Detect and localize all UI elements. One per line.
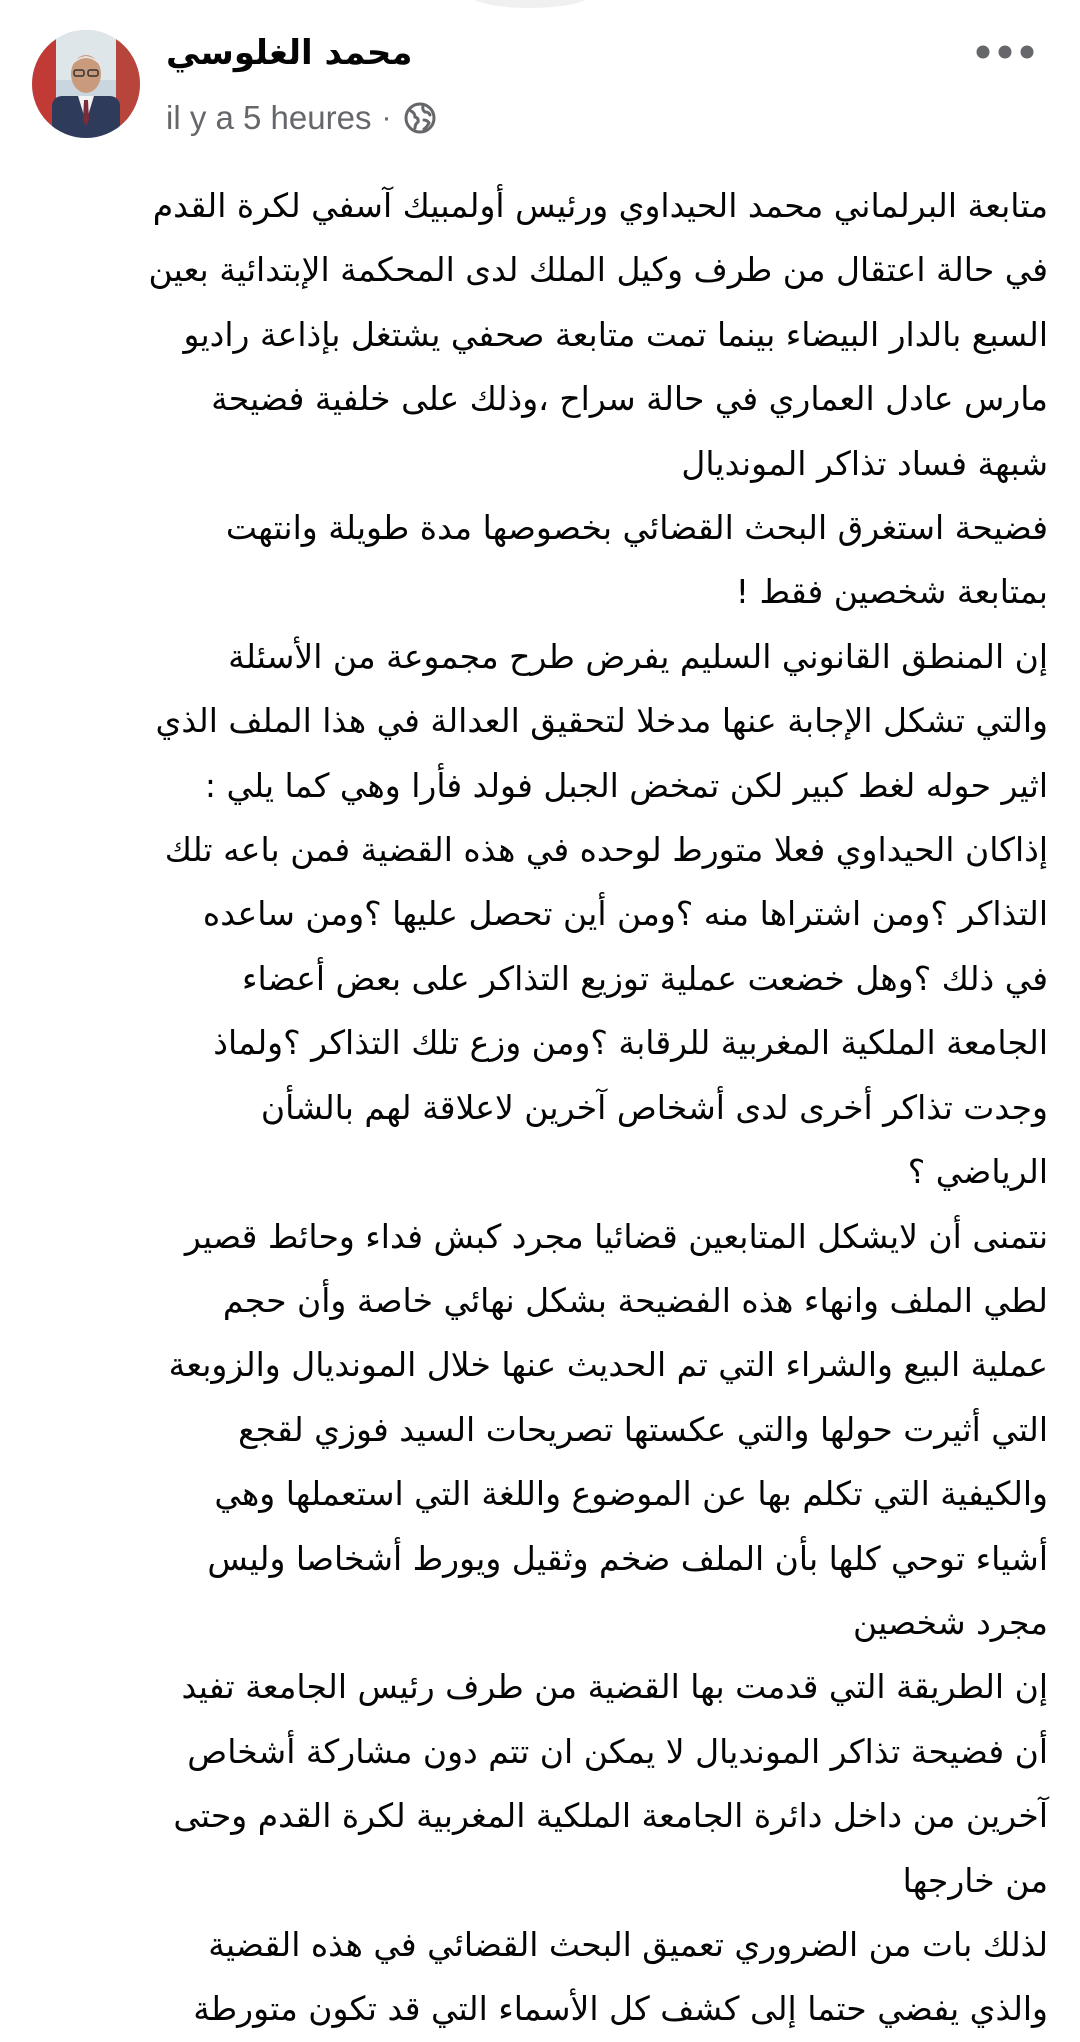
post-timestamp[interactable]: il y a 5 heures (166, 99, 372, 136)
post-header (0, 0, 1080, 160)
post-meta (166, 94, 437, 142)
post-paragraph: فضيحة استغرق البحث القضائي بخصوصها مدة طويلة وانتهت بمتابعة شخصين فقط ! (225, 508, 1048, 612)
author-name[interactable]: محمد الغلوسي (166, 33, 413, 73)
author-avatar[interactable] (32, 30, 140, 138)
post-paragraph: لذلك بات من الضروري تعميق البحث القضائي في هذه القضية والذي يفضي حتما إلى كشف كل الأسماء التي قد تكون متورطة (193, 1924, 1048, 2029)
post-paragraph: إن الطريقة التي قدمت بها القضية من طرف رئيس الجامعة تفيد أن فضيحة تذاكر المونديال لا يمكن ان تتم دون مشاركة أشخاص آخرين من داخل دائرة الجامعة الملكية المغربية لكرة القدم وحتى من خارجها (173, 1667, 1048, 1900)
meta-separator: · (381, 101, 392, 134)
post-paragraph: متابعة البرلماني محمد الحيداوي ورئيس أولمبيك آسفي لكرة القدم في حالة اعتقال من طرف وكيل الملك لدى المحكمة الإبتدائية بعين السبع بالدار البيضاء بينما تمت متابعة صحفي يشتغل بإذاعة راديو مارس عادل العماري في حالة سراح ،وذلك على خلفية فضيحة شبهة فساد تذاكر المونديال (148, 186, 1048, 483)
globe-icon[interactable] (403, 101, 437, 135)
post-paragraph: إن المنطق القانوني السليم يفرض طرح مجموعة من الأسئلة والتي تشكل الإجابة عنها مدخلا لتحقيق العدالة في هذا الملف الذي اثير حوله لغط كبير لكن تمخض الجبل فولد فأرا وهي كما يلي : إذاكان الحيداوي فعلا متورط لوحده في هذه القضية فمن باعه تلك التذاكر ؟ومن اشتراها منه ؟ومن أين تحصل عليها ؟ومن ساعده في ذلك ؟وهل خضعت عملية توزيع التذاكر على بعض أعضاء الجامعة الملكية المغربية للرقابة ؟ومن وزع تلك التذاكر ؟ولماذ وجدت تذاكر أخرى لدى أشخاص آخرين لاعلاقة لهم بالشأن الرياضي ؟ (155, 636, 1048, 1192)
avatar-photo-icon (32, 30, 140, 138)
post-paragraph: نتمنى أن لايشكل المتابعين قضائيا مجرد كبش فداء وحائط قصير لطي الملف وانهاء هذه الفضيحة بشكل نهائي خاصة وأن حجم عملية البيع والشراء التي تم الحديث عنها خلال المونديال والزوبعة التي أثيرت حولها والتي عكستها تصريحات السيد فوزي لقجع والكيفية التي تكلم بها عن الموضوع واللغة التي استعملها وهي أشياء توحي كلها بأن الملف ضخم وثقيل ويورط أشخاصا وليس مجرد شخصين (168, 1216, 1048, 1642)
more-horizontal-icon (975, 44, 1035, 60)
post-text (28, 174, 1048, 2042)
more-options-button[interactable] (962, 26, 1048, 78)
